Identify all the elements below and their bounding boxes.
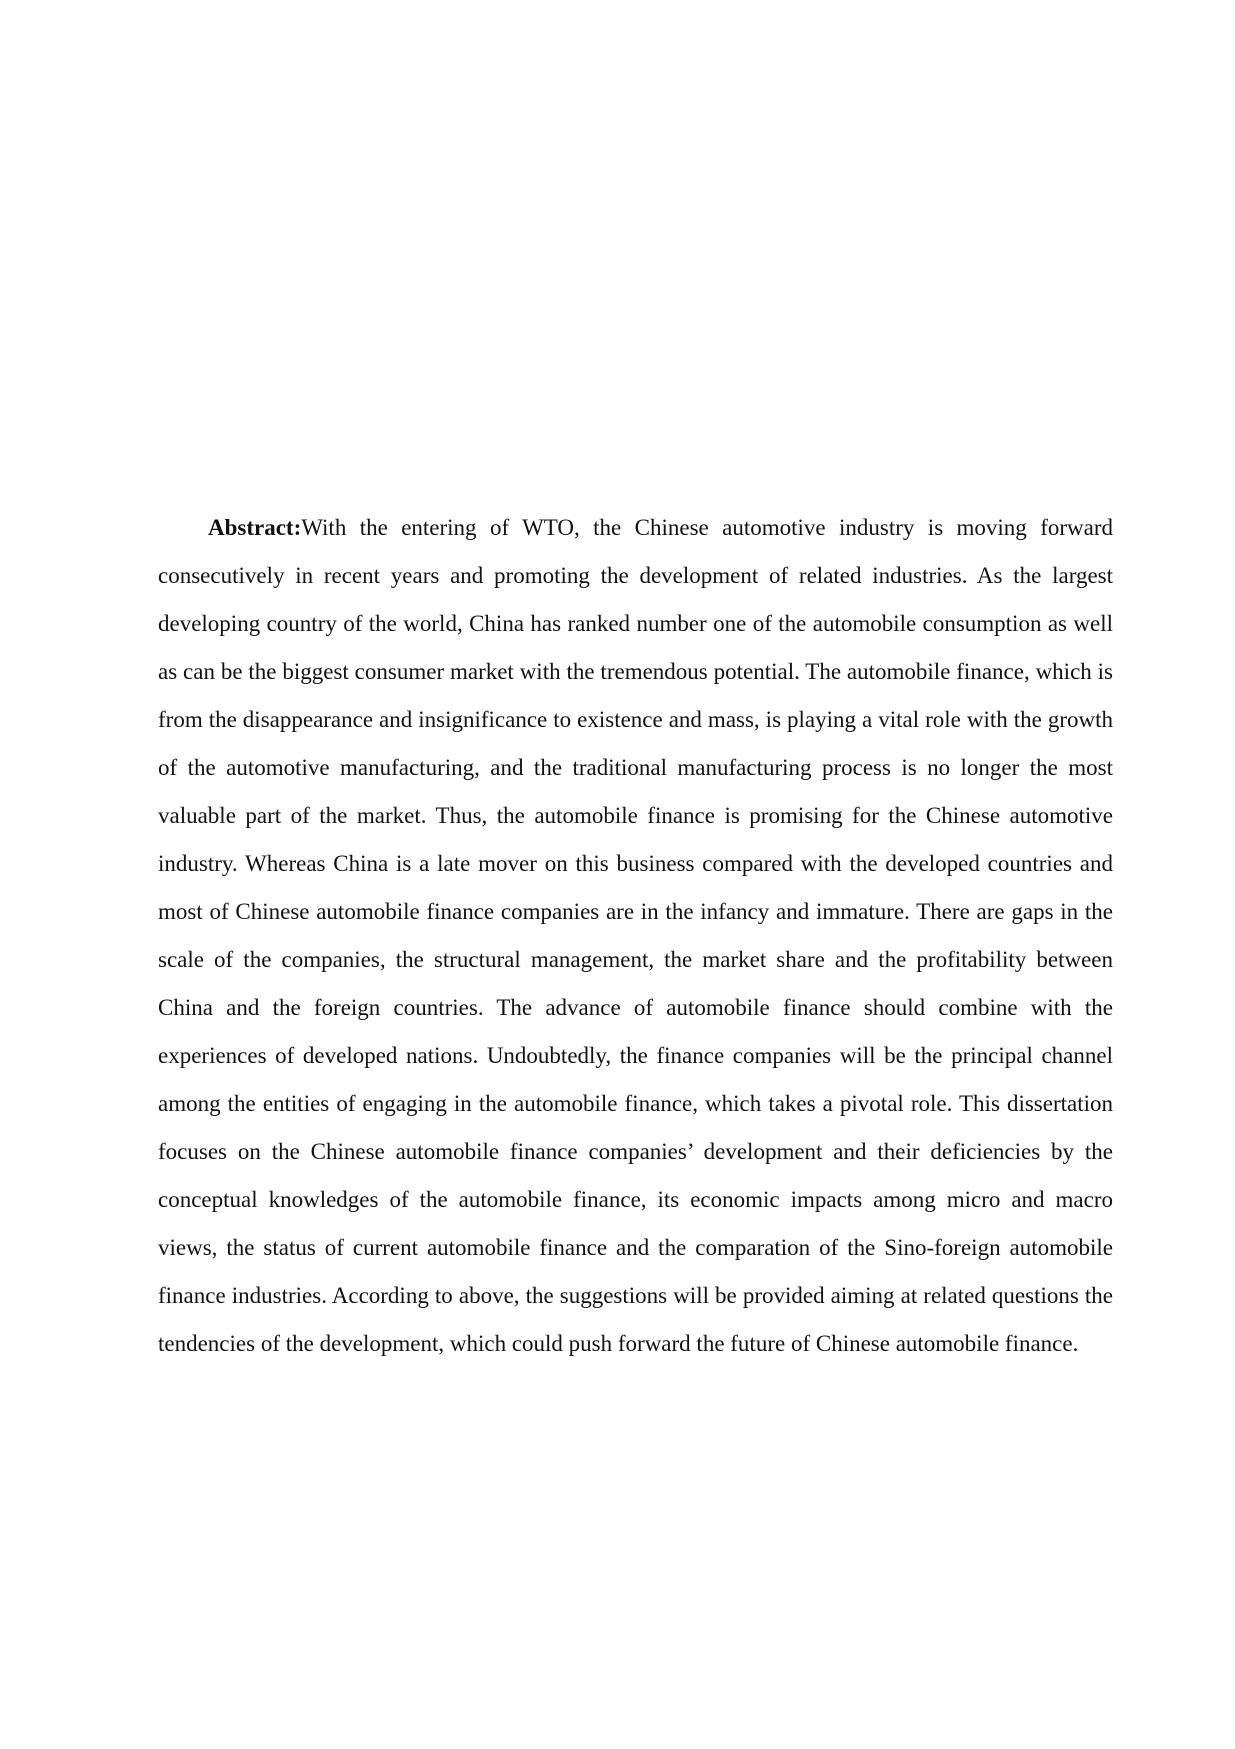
abstract-paragraph [158, 504, 1113, 1368]
abstract-label: Abstract: [208, 515, 302, 540]
abstract-body: With the entering of WTO, the Chinese automotive industry is moving forward consecutively in recent years and promoting the development of related industries. As the largest developing country of the world, China has ranked number one of the automobile consumption as well as can be the biggest consumer market with the tremendous potential. The automobile finance, which is from the disappearance and insignificance to existence and mass, is playing a vital role with the growth of the automotive manufacturing, and the traditional manufacturing process is no longer the most valuable part of the market. Thus, the automobile finance is promising for the Chinese automotive industry. Whereas China is a late mover on this business compared with the developed countries and most of Chinese automobile finance companies are in the infancy and immature. There are gaps in the scale of the companies, the structural management, the market share and the profitability between China and the foreign countries. The advance of automobile finance should combine with the experiences of developed nations. Undoubtedly, the finance companies will be the principal channel among the entities of engaging in the automobile finance, which takes a pivotal role. This dissertation focuses on the Chinese automobile finance companies’ development and their deficiencies by the conceptual knowledges of the automobile finance, its economic impacts among micro and macro views, the status of current automobile finance and the comparation of the Sino-foreign automobile finance industries. According to above, the suggestions will be provided aiming at related questions the tendencies of the development, which could push forward the future of Chinese automobile finance. [158, 515, 1113, 1356]
